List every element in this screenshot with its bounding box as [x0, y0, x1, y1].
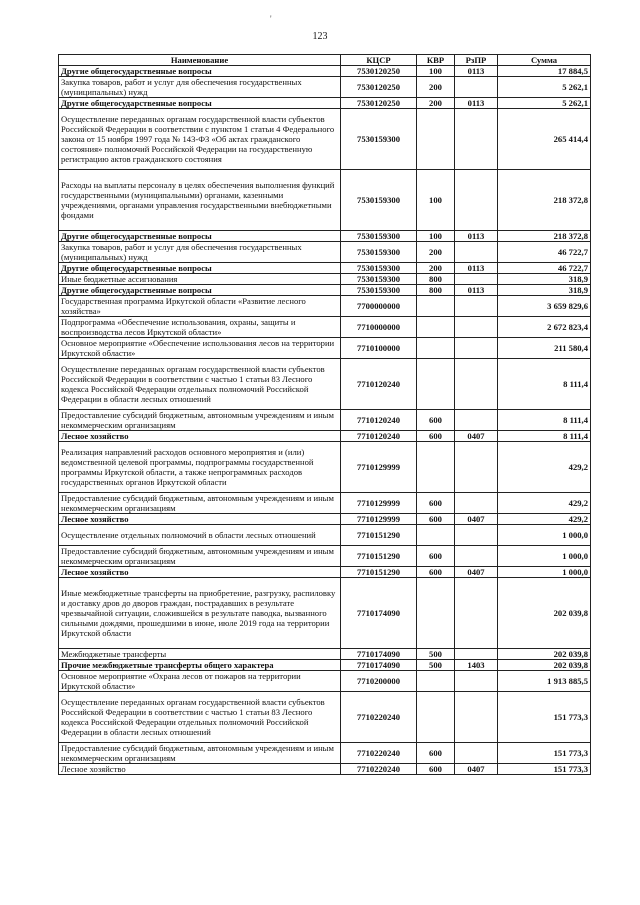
table-row: [59, 671, 591, 692]
row-sum-cell: 151 773,3: [498, 743, 591, 764]
table-row: [59, 660, 591, 671]
row-kcsr-cell: 7710120240: [341, 410, 417, 431]
row-kcsr-cell: 7710174090: [341, 660, 417, 671]
row-rppr-cell: [455, 317, 498, 338]
table-row: [59, 170, 591, 231]
table-row: [59, 359, 591, 410]
row-sum-cell: 211 580,4: [498, 338, 591, 359]
row-kvr-cell: [417, 338, 455, 359]
row-sum-cell: 1 000,0: [498, 546, 591, 567]
row-kvr-cell: 200: [417, 263, 455, 274]
row-name-cell: Осуществление отдельных полномочий в области лесных отношений: [59, 525, 341, 546]
row-rppr-cell: [455, 109, 498, 170]
header-rppr: РзПР: [455, 55, 498, 66]
row-name-cell: Лесное хозяйство: [59, 431, 341, 442]
row-kvr-cell: 800: [417, 274, 455, 285]
budget-table: [58, 54, 591, 775]
row-name-cell: Другие общегосударственные вопросы: [59, 98, 341, 109]
row-name-cell: Предоставление субсидий бюджетным, автономным учреждениям и иным некоммерческим организациям: [59, 743, 341, 764]
row-kcsr-cell: 7530159300: [341, 231, 417, 242]
row-name-cell: Иные межбюджетные трансферты на приобретение, разгрузку, распиловку и доставку дров до дворов граждан, пострадавших в результате чрезвычайной ситуации, сложившейся в результате паводка, вызванного сильными дождями, прошедшими в июне, июле 2019 года на территории Иркутской области: [59, 578, 341, 649]
header-name: Наименование: [59, 55, 341, 66]
row-rppr-cell: [455, 671, 498, 692]
row-kcsr-cell: 7530159300: [341, 109, 417, 170]
row-name-cell: Подпрограмма «Обеспечение использования, охраны, защиты и воспроизводства лесов Иркутской области»: [59, 317, 341, 338]
row-name-cell: Лесное хозяйство: [59, 764, 341, 775]
row-kvr-cell: [417, 359, 455, 410]
row-name-cell: Лесное хозяйство: [59, 567, 341, 578]
header-kcsr: КЦСР: [341, 55, 417, 66]
row-kcsr-cell: 7710151290: [341, 525, 417, 546]
row-rppr-cell: [455, 493, 498, 514]
row-sum-cell: 8 111,4: [498, 431, 591, 442]
row-kvr-cell: 500: [417, 649, 455, 660]
row-rppr-cell: [455, 338, 498, 359]
table-row: [59, 317, 591, 338]
row-kvr-cell: 800: [417, 285, 455, 296]
row-kcsr-cell: 7710151290: [341, 546, 417, 567]
row-kvr-cell: 600: [417, 410, 455, 431]
row-kvr-cell: 600: [417, 514, 455, 525]
row-sum-cell: 429,2: [498, 493, 591, 514]
row-sum-cell: 318,9: [498, 285, 591, 296]
table-body: [59, 66, 591, 775]
row-kcsr-cell: 7710174090: [341, 578, 417, 649]
row-rppr-cell: [455, 359, 498, 410]
row-name-cell: Прочие межбюджетные трансферты общего характера: [59, 660, 341, 671]
row-name-cell: Лесное хозяйство: [59, 514, 341, 525]
row-kcsr-cell: 7710220240: [341, 692, 417, 743]
table-row: [59, 285, 591, 296]
row-kcsr-cell: 7530159300: [341, 242, 417, 263]
row-name-cell: Закупка товаров, работ и услуг для обеспечения государственных (муниципальных) нужд: [59, 242, 341, 263]
row-sum-cell: 3 659 829,6: [498, 296, 591, 317]
row-kcsr-cell: 7530159300: [341, 170, 417, 231]
row-name-cell: Межбюджетные трансферты: [59, 649, 341, 660]
row-name-cell: Другие общегосударственные вопросы: [59, 263, 341, 274]
row-rppr-cell: [455, 442, 498, 493]
row-sum-cell: 265 414,4: [498, 109, 591, 170]
row-sum-cell: 218 372,8: [498, 170, 591, 231]
table-row: [59, 410, 591, 431]
table-row: [59, 567, 591, 578]
row-kcsr-cell: 7710120240: [341, 359, 417, 410]
table-row: [59, 231, 591, 242]
row-name-cell: Осуществление переданных органам государственной власти субъектов Российской Федерации в соответствии с частью 1 статьи 83 Лесного кодекса Российской Федерации отдельных полномочий Российской Федерации в области лесных отношений: [59, 359, 341, 410]
row-rppr-cell: [455, 170, 498, 231]
row-kcsr-cell: 7530120250: [341, 77, 417, 98]
row-kcsr-cell: 7530159300: [341, 263, 417, 274]
row-rppr-cell: 0407: [455, 431, 498, 442]
row-rppr-cell: [455, 692, 498, 743]
row-rppr-cell: [455, 546, 498, 567]
row-kvr-cell: 200: [417, 77, 455, 98]
table-row: [59, 274, 591, 285]
row-kcsr-cell: 7710129999: [341, 493, 417, 514]
table-row: [59, 764, 591, 775]
row-kvr-cell: 600: [417, 743, 455, 764]
row-name-cell: Иные бюджетные ассигнования: [59, 274, 341, 285]
row-name-cell: Реализация направлений расходов основного мероприятия и (или) ведомственной целевой программы, подпрограммы государственной программы Иркутской области, а также непрограммных расходов государственных органов Иркутской области: [59, 442, 341, 493]
row-name-cell: Предоставление субсидий бюджетным, автономным учреждениям и иным некоммерческим организациям: [59, 410, 341, 431]
row-kcsr-cell: 7700000000: [341, 296, 417, 317]
row-rppr-cell: [455, 242, 498, 263]
row-sum-cell: 429,2: [498, 442, 591, 493]
row-rppr-cell: 0407: [455, 764, 498, 775]
row-name-cell: Другие общегосударственные вопросы: [59, 231, 341, 242]
row-kcsr-cell: 7710220240: [341, 743, 417, 764]
row-sum-cell: 202 039,8: [498, 578, 591, 649]
row-rppr-cell: 0113: [455, 98, 498, 109]
table-row: [59, 525, 591, 546]
row-kvr-cell: 600: [417, 546, 455, 567]
scan-mark: ': [270, 14, 272, 24]
table-row: [59, 296, 591, 317]
row-kcsr-cell: 7530159300: [341, 285, 417, 296]
row-kcsr-cell: 7710120240: [341, 431, 417, 442]
row-sum-cell: 1 000,0: [498, 567, 591, 578]
row-name-cell: Расходы на выплаты персоналу в целях обеспечения выполнения функций государственными (муниципальными) органами, казенными учреждениями, органами управления государственными внебюджетными фондами: [59, 170, 341, 231]
row-name-cell: Осуществление переданных органам государственной власти субъектов Российской Федерации в соответствии с частью 1 статьи 83 Лесного кодекса Российской Федерации отдельных полномочий Российской Федерации в области лесных отношений: [59, 692, 341, 743]
row-kvr-cell: [417, 442, 455, 493]
row-name-cell: Осуществление переданных органам государственной власти субъектов Российской Федерации в соответствии с пунктом 1 статьи 4 Федерального закона от 15 ноября 1997 года № 143-ФЗ «Об актах гражданского состояния» полномочий Российской Федерации на государственную регистрацию актов гражданского состояния: [59, 109, 341, 170]
row-kcsr-cell: 7710200000: [341, 671, 417, 692]
row-kvr-cell: 600: [417, 567, 455, 578]
row-rppr-cell: [455, 77, 498, 98]
row-sum-cell: 2 672 823,4: [498, 317, 591, 338]
row-rppr-cell: 1403: [455, 660, 498, 671]
table-row: [59, 442, 591, 493]
row-kvr-cell: [417, 109, 455, 170]
row-rppr-cell: 0407: [455, 567, 498, 578]
table-row: [59, 109, 591, 170]
table-row: [59, 98, 591, 109]
row-kcsr-cell: 7530120250: [341, 98, 417, 109]
row-name-cell: Предоставление субсидий бюджетным, автономным учреждениям и иным некоммерческим организациям: [59, 493, 341, 514]
row-kvr-cell: [417, 317, 455, 338]
table-row: [59, 77, 591, 98]
row-kvr-cell: 200: [417, 242, 455, 263]
row-sum-cell: 17 884,5: [498, 66, 591, 77]
row-kvr-cell: [417, 525, 455, 546]
row-sum-cell: 151 773,3: [498, 692, 591, 743]
table-row: [59, 578, 591, 649]
table-row: [59, 649, 591, 660]
row-kvr-cell: 100: [417, 170, 455, 231]
table-row: [59, 431, 591, 442]
row-rppr-cell: [455, 578, 498, 649]
table-row: [59, 692, 591, 743]
table-row: [59, 338, 591, 359]
row-rppr-cell: 0113: [455, 263, 498, 274]
row-rppr-cell: [455, 743, 498, 764]
row-sum-cell: 151 773,3: [498, 764, 591, 775]
row-kcsr-cell: 7530159300: [341, 274, 417, 285]
row-kcsr-cell: 7710220240: [341, 764, 417, 775]
row-kvr-cell: 600: [417, 764, 455, 775]
row-kcsr-cell: 7530120250: [341, 66, 417, 77]
row-kvr-cell: 200: [417, 98, 455, 109]
header-sum: Сумма: [498, 55, 591, 66]
table-header-row: [59, 55, 591, 66]
row-sum-cell: 1 000,0: [498, 525, 591, 546]
row-name-cell: Основное мероприятие «Охрана лесов от пожаров на территории Иркутской области»: [59, 671, 341, 692]
row-sum-cell: 202 039,8: [498, 660, 591, 671]
row-name-cell: Предоставление субсидий бюджетным, автономным учреждениям и иным некоммерческим организациям: [59, 546, 341, 567]
row-sum-cell: 5 262,1: [498, 98, 591, 109]
row-sum-cell: 1 913 885,5: [498, 671, 591, 692]
row-sum-cell: 46 722,7: [498, 263, 591, 274]
table-row: [59, 743, 591, 764]
row-sum-cell: 8 111,4: [498, 410, 591, 431]
row-kcsr-cell: 7710151290: [341, 567, 417, 578]
table-row: [59, 514, 591, 525]
row-name-cell: Государственная программа Иркутской области «Развитие лесного хозяйства»: [59, 296, 341, 317]
row-kvr-cell: [417, 692, 455, 743]
row-kvr-cell: [417, 671, 455, 692]
row-kcsr-cell: 7710000000: [341, 317, 417, 338]
row-rppr-cell: 0113: [455, 231, 498, 242]
table-row: [59, 493, 591, 514]
row-sum-cell: 202 039,8: [498, 649, 591, 660]
row-sum-cell: 5 262,1: [498, 77, 591, 98]
row-sum-cell: 8 111,4: [498, 359, 591, 410]
row-kvr-cell: 600: [417, 431, 455, 442]
row-rppr-cell: [455, 296, 498, 317]
row-kvr-cell: [417, 578, 455, 649]
table-row: [59, 66, 591, 77]
table-row: [59, 546, 591, 567]
row-kvr-cell: 600: [417, 493, 455, 514]
row-rppr-cell: 0113: [455, 285, 498, 296]
row-kvr-cell: [417, 296, 455, 317]
row-name-cell: Другие общегосударственные вопросы: [59, 285, 341, 296]
row-kcsr-cell: 7710129999: [341, 442, 417, 493]
row-rppr-cell: [455, 274, 498, 285]
header-kvr: КВР: [417, 55, 455, 66]
row-sum-cell: 218 372,8: [498, 231, 591, 242]
table-row: [59, 263, 591, 274]
row-name-cell: Основное мероприятие «Обеспечение использования лесов на территории Иркутской области»: [59, 338, 341, 359]
row-kcsr-cell: 7710129999: [341, 514, 417, 525]
row-sum-cell: 46 722,7: [498, 242, 591, 263]
row-rppr-cell: 0407: [455, 514, 498, 525]
row-sum-cell: 429,2: [498, 514, 591, 525]
row-rppr-cell: [455, 410, 498, 431]
row-kcsr-cell: 7710100000: [341, 338, 417, 359]
row-kvr-cell: 100: [417, 66, 455, 77]
row-kcsr-cell: 7710174090: [341, 649, 417, 660]
row-rppr-cell: [455, 649, 498, 660]
row-kvr-cell: 500: [417, 660, 455, 671]
row-sum-cell: 318,9: [498, 274, 591, 285]
row-rppr-cell: [455, 525, 498, 546]
row-name-cell: Другие общегосударственные вопросы: [59, 66, 341, 77]
row-rppr-cell: 0113: [455, 66, 498, 77]
page-number: 123: [312, 31, 328, 42]
row-name-cell: Закупка товаров, работ и услуг для обеспечения государственных (муниципальных) нужд: [59, 77, 341, 98]
table-row: [59, 242, 591, 263]
row-kvr-cell: 100: [417, 231, 455, 242]
